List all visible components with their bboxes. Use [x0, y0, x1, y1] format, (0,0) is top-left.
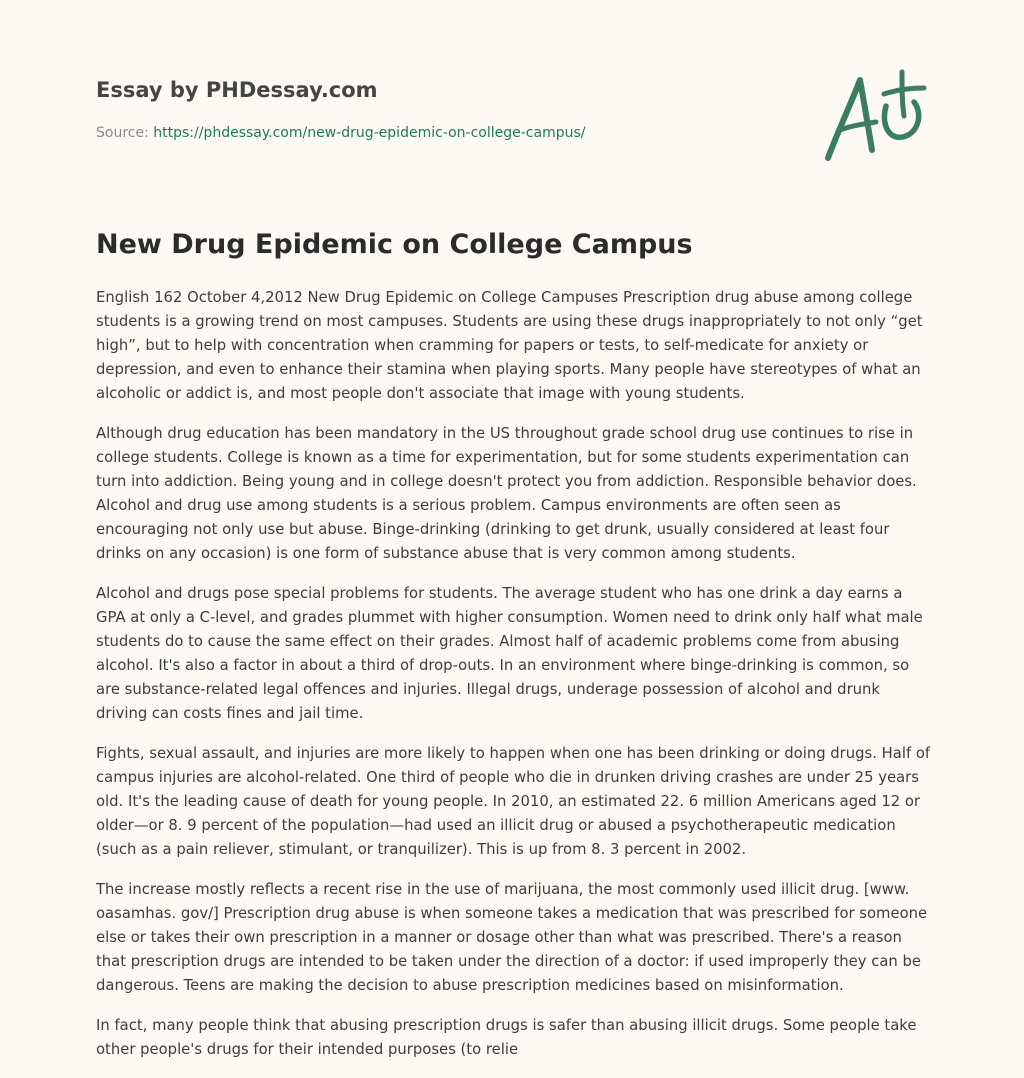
site-brand: Essay by PHDessay.com — [96, 78, 378, 102]
essay-title: New Drug Epidemic on College Campus — [96, 229, 693, 260]
essay-body — [96, 286, 932, 1078]
source-label: Source: — [96, 125, 154, 141]
essay-paragraph: Fights, sexual assault, and injuries are more likely to happen when one has been drinking or doing drugs. Half of campus injuries are alcohol-related. One third of people who die in drunken driving crashes are under 25 years old. It's the leading cause of death for young people. In 2010, an estimated 22. 6 million Americans aged 12 or older—or 8. 9 percent of the population—had used an illicit drug or abused a psychotherapeutic medication (such as a pain reliever, stimulant, or tranquilizer). This is up from 8. 3 percent in 2002. — [96, 745, 931, 858]
essay-paragraph: Alcohol and drugs pose special problems for students. The average student who has one drink a day earns a GPA at only a C-level, and grades plummet with higher consumption. Women need to drink only half what male students do to cause the same effect on their grades. Almost half of academic problems come from abusing alcohol. It's also a factor in about a third of drop-outs. In an environment where binge-drinking is common, so are substance-related legal offences and injuries. Illegal drugs, underage possession of alcohol and drunk driving can costs fines and jail time. — [96, 585, 923, 722]
a-plus-logo-icon — [820, 66, 930, 166]
essay-paragraph: In fact, many people think that abusing prescription drugs is safer than abusing illicit drugs. Some people take other people's drugs for their intended purposes (to relie — [96, 1017, 917, 1058]
essay-paragraph: The increase mostly reflects a recent rise in the use of marijuana, the most commonly used illicit drug. [www. oasamhas. gov/] Prescription drug abuse is when someone takes a medication that was prescribed for someone else or takes their own prescription in a manner or dosage other than what was prescribed. There's a reason that prescription drugs are intended to be taken under the direction of a doctor: if used improperly they can be dangerous. Teens are making the decision to abuse prescription medicines based on misinformation. — [96, 881, 928, 994]
essay-paragraph: English 162 October 4,2012 New Drug Epidemic on College Campuses Prescription drug abuse among college students is a growing trend on most campuses. Students are using these drugs inappropriately to not only “get high”, but to help with concentration when cramming for papers or tests, to self-medicate for anxiety or depression, and even to enhance their stamina when playing sports. Many people have stereotypes of what an alcoholic or addict is, and most people don't associate that image with young students. — [96, 289, 923, 402]
source-line — [96, 123, 585, 143]
essay-paragraph: Although drug education has been mandatory in the US throughout grade school drug use continues to rise in college students. College is known as a time for experimentation, but for some students experimentation can turn into addiction. Being young and in college doesn't protect you from addiction. Responsible behavior does. Alcohol and drug use among students is a serious problem. Campus environments are often seen as encouraging not only use but abuse. Binge-drinking (drinking to get drunk, usually considered at least four drinks on any occasion) is one form of substance abuse that is very common among students. — [96, 425, 917, 562]
source-link[interactable]: https://phdessay.com/new-drug-epidemic-on-college-campus/ — [153, 125, 586, 141]
